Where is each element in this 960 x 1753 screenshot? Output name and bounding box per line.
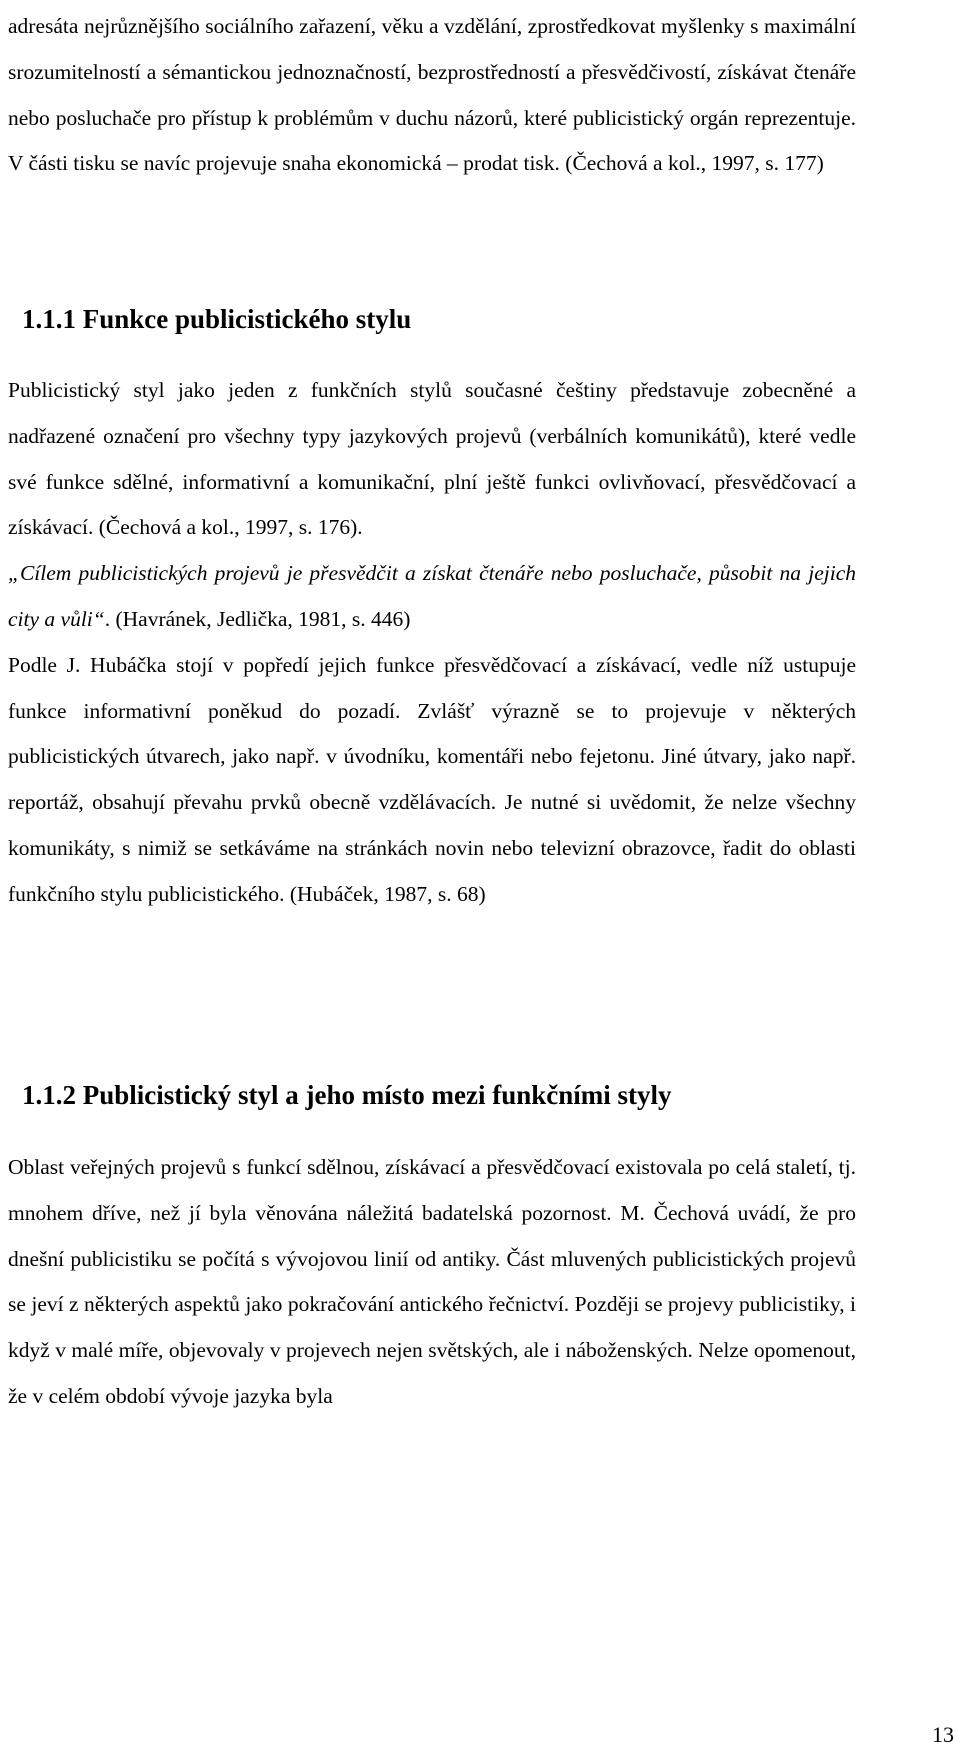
- paragraph-intro-continuation: [8, 4, 856, 187]
- section-body-1-1-2: [8, 1145, 856, 1420]
- quote-citation: . (Havránek, Jedlička, 1981, s. 446): [104, 606, 411, 631]
- section-heading-1-1-2: 1.1.2 Publicistický styl a jeho místo mezi funkčními styly: [22, 1080, 672, 1110]
- quote-text: „Cílem publicistických projevů je přesvědčit a získat čtenáře nebo posluchače, působit na jejich city a vůli“: [8, 561, 856, 631]
- section-heading-1-1-1: 1.1.1 Funkce publicistického stylu: [22, 304, 412, 334]
- section-body-1-1-1: [8, 368, 856, 918]
- quote-paragraph: [8, 551, 856, 643]
- page-number: 13: [932, 1722, 954, 1747]
- paragraph-text: Oblast veřejných projevů s funkcí sdělnou, získávací a přesvědčovací existovala po celá staletí, tj. mnohem dříve, než jí byla věnována náležitá badatelská pozornost. M. Čechová uvádí, že pro dnešní publicistiku se počítá s vývojovou linií od antiky. Část mluvených publicistických projevů se jeví z některých aspektů jako pokračování antického řečnictví. Později se projevy publicistiky, i když v malé míře, objevovaly v projevech nejen světských, ale i náboženských. Nelze opomenout, že v celém období vývoje jazyka byla: [8, 1155, 856, 1408]
- paragraph-text: Publicistický styl jako jeden z funkčních stylů současné češtiny představuje zobecněné a nadřazené označení pro všechny typy jazykových projevů (verbálních komunikátů), které vedle své funkce sdělné, informativní a komunikační, plní ještě funkci ovlivňovací, přesvědčovací a získávací. (Čechová a kol., 1997, s. 176).: [8, 378, 856, 540]
- paragraph-text: adresáta nejrůznějšího sociálního zařazení, věku a vzdělání, zprostředkovat myšlenky s maximální srozumitelností a sémantickou jednoznačností, bezprostředností a přesvědčivostí, získávat čtenáře nebo posluchače pro přístup k problémům v duchu názorů, které publicistický orgán reprezentuje. V části tisku se navíc projevuje snaha ekonomická – prodat tisk. (Čechová a kol., 1997, s. 177): [8, 14, 856, 176]
- paragraph-text: Podle J. Hubáčka stojí v popředí jejich funkce přesvědčovací a získávací, vedle níž ustupuje funkce informativní poněkud do pozadí. Zvlášť výrazně se to projevuje v některých publicistických útvarech, jako např. v úvodníku, komentáři nebo fejetonu. Jiné útvary, jako např. reportáž, obsahují převahu prvků obecně vzdělávacích. Je nutné si uvědomit, že nelze všechny komunikáty, s nimiž se setkáváme na stránkách novin nebo televizní obrazovce, řadit do oblasti funkčního stylu publicistického. (Hubáček, 1987, s. 68): [8, 652, 856, 906]
